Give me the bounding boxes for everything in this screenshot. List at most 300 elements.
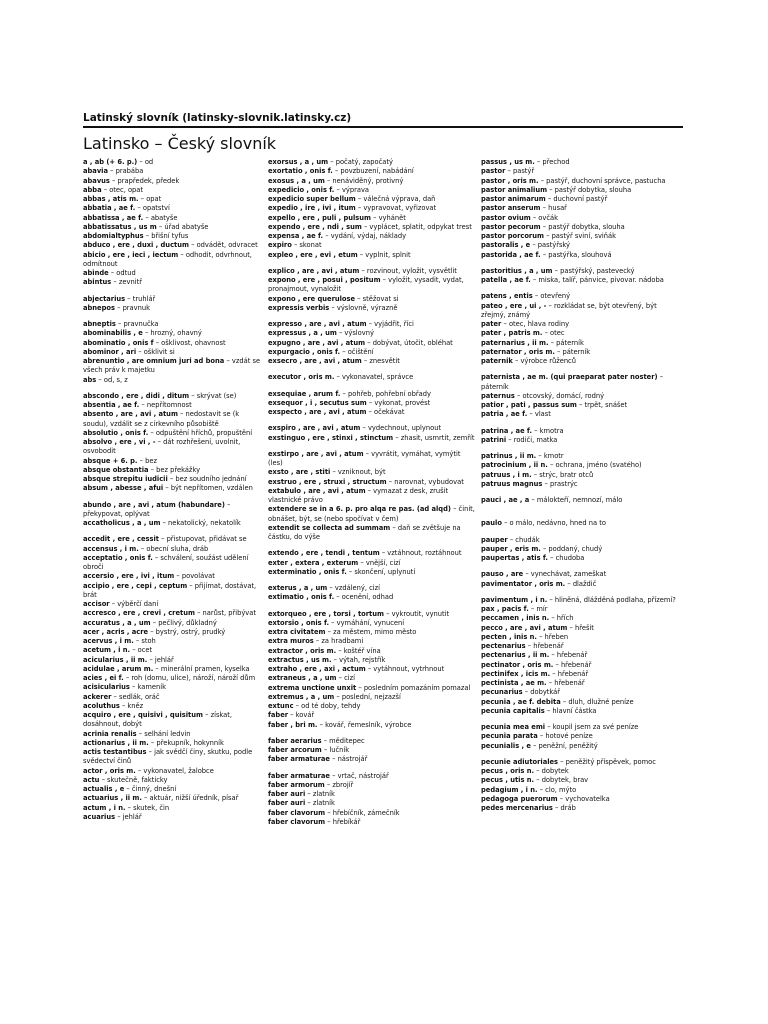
entry-definition: – překypovat, oplývat [83, 500, 231, 518]
entry-headword: abavia [83, 167, 108, 176]
dictionary-column-3 [481, 158, 681, 813]
entry-definition: – pastýřka, slouhová [540, 250, 612, 259]
entry-definition: – povzbuzení, nabádání [332, 167, 414, 176]
entry-spacer [83, 385, 263, 392]
entry-definition: – měditepec [321, 736, 365, 745]
entry-definition: – vyplácet, splatit, odpykat trest [361, 222, 472, 231]
entry-definition: – od [137, 158, 154, 166]
dictionary-column-1 [83, 158, 263, 822]
entry-definition: – vykonavatel, správce [334, 373, 414, 382]
entry-headword: expressus , a , um [268, 329, 337, 338]
entry-definition: – obecní sluha, dráb [138, 544, 209, 553]
entry-definition: – počatý, započatý [328, 158, 393, 166]
dictionary-entry [268, 468, 475, 477]
entry-definition: – hřebenář [553, 660, 592, 669]
entry-definition: – hřebíkář [325, 817, 361, 826]
dictionary-entry [481, 401, 681, 410]
entry-headword: exsequor , i , secutus sum [268, 398, 367, 407]
entry-definition: – bez překážky [148, 465, 201, 474]
entry-headword: patior , pati , passus sum [481, 401, 577, 409]
dictionary-entry [481, 267, 681, 276]
entry-headword: abduco , ere , duxi , ductum [83, 241, 189, 250]
entry-spacer [481, 489, 681, 496]
entry-definition: – zbrojíř [324, 780, 354, 789]
entry-headword: extimatio , onis f. [268, 593, 335, 602]
entry-definition: – vzdát se všech práv k majetku [83, 357, 261, 375]
entry-definition: – otevřený [532, 292, 571, 301]
entry-headword: pecunie adiutoriales [481, 757, 559, 766]
entry-headword: exstruo , ere , struxi , structum [268, 477, 387, 486]
entry-definition: – přechod [534, 158, 570, 166]
dictionary-entry [481, 633, 681, 642]
entry-definition: – otcovský, domácí, rodný [514, 391, 605, 400]
entry-headword: faber armaturae [268, 771, 330, 780]
entry-headword: abbatissa , ae f. [83, 213, 144, 222]
entry-headword: exstirpo , are , avi , atum [268, 449, 364, 458]
entry-headword: extractor , oris m. [268, 646, 337, 655]
entry-definition: – páterník [481, 373, 664, 391]
entry-definition: – rozkládat se, být otevřený, být zřejmý, známý [481, 301, 657, 319]
entry-headword: acuarius [83, 812, 116, 821]
dictionary-entry [83, 269, 263, 278]
entry-definition: – nedostavit se (k soudu), vzdálit se z církevního působiště [83, 410, 240, 428]
entry-definition: – od té doby, tehdy [293, 702, 361, 710]
entry-headword: patruus , i m. [481, 470, 532, 479]
dictionary-entry [481, 177, 681, 186]
entry-headword: pecunia capitalis [481, 706, 545, 715]
dictionary-entry [481, 320, 681, 329]
entry-definition: – vydechnout, uplynout [360, 424, 442, 433]
dictionary-entry [83, 683, 263, 692]
dictionary-entry [268, 399, 475, 408]
entry-definition: – daň se zvětšuje na částku, do výše [268, 523, 461, 541]
dictionary-entry [268, 304, 475, 313]
dictionary-entry [268, 223, 475, 232]
entry-definition: – vyplnit, splnit [357, 250, 411, 259]
entry-spacer [268, 542, 475, 549]
entry-headword: extorqueo , ere , torsi , tortum [268, 609, 384, 618]
entry-definition: – opatství [135, 204, 170, 213]
dictionary-entry [268, 241, 475, 250]
dictionary-entry [268, 177, 475, 186]
dictionary-entry [481, 795, 681, 804]
entry-headword: exspiro , are , avi , atum [268, 424, 361, 433]
entry-definition: – od, s, z [96, 375, 128, 384]
entry-definition: – za městem, mimo město [325, 628, 417, 636]
dictionary-entry [268, 373, 475, 382]
dictionary-entry [83, 600, 263, 609]
entry-definition: – zhasit, usmrtit, zemřít [393, 433, 475, 442]
dictionary-entry [83, 466, 263, 475]
entry-headword: abrenuntio , are omnium juri ad bona [83, 357, 225, 365]
entry-headword: paternus [481, 391, 515, 400]
entry-definition: – hřebenář [550, 669, 589, 678]
entry-headword: passus , us m. [481, 158, 535, 166]
entry-headword: pastor animalium [481, 185, 548, 194]
entry-headword: pauci , ae , a [481, 496, 530, 504]
dictionary-entry [268, 755, 475, 764]
dictionary-entry [83, 223, 263, 232]
entry-definition: – vyjádřit, říci [366, 320, 414, 328]
entry-headword: accedit , ere , cessit [83, 535, 159, 544]
entry-headword: acies , ei f. [83, 674, 124, 682]
entry-headword: expleo , ere , evi , etum [268, 250, 358, 259]
entry-spacer [481, 445, 681, 452]
dictionary-entry [268, 628, 475, 637]
entry-definition: – dlaždič [565, 579, 597, 588]
dictionary-entry [481, 241, 681, 250]
dictionary-entry [83, 748, 263, 767]
entry-definition: – hrozný, ohavný [142, 329, 202, 338]
entry-headword: pater , patris m. [481, 329, 543, 338]
entry-definition: – prabába [107, 167, 144, 176]
entry-definition: – hotové peníze [537, 732, 593, 741]
entry-definition: – skrývat (se) [189, 391, 237, 400]
entry-definition: – opat [138, 195, 162, 203]
dictionary-entry [481, 427, 681, 436]
entry-spacer [268, 260, 475, 267]
dictionary-entry [481, 292, 681, 301]
entry-headword: faber auri [268, 790, 306, 798]
entry-definition: – prastrýc [542, 479, 578, 488]
dictionary-entry [268, 357, 475, 366]
dictionary-entry [268, 702, 475, 711]
entry-definition: – výslovný [336, 329, 374, 338]
dictionary-entry [268, 295, 475, 304]
dictionary-entry [481, 357, 681, 366]
entry-definition: – cizí [336, 674, 356, 683]
entry-definition: – dráb [552, 804, 576, 812]
entry-definition: – hřebíčník, zámečník [325, 808, 400, 817]
entry-headword: pastoritius , a , um [481, 266, 553, 275]
entry-headword: exsequiae , arum f. [268, 389, 341, 398]
entry-headword: patens , entis [481, 292, 533, 301]
entry-definition: – mír [528, 605, 548, 613]
entry-definition: – dát rozhřešení, uvolnit, osvobodit [83, 438, 241, 456]
entry-headword: extorsio , onis f. [268, 618, 330, 627]
entry-headword: extra civitatem [268, 628, 326, 636]
dictionary-entry [481, 605, 681, 614]
entry-headword: abominabilis , e [83, 329, 143, 338]
entry-definition: – pravnuk [114, 303, 150, 312]
entry-headword: pater [481, 320, 502, 328]
entry-definition: – nenáviděný, protivný [324, 176, 404, 185]
entry-definition: – abatyše [143, 213, 178, 222]
dictionary-entry [83, 438, 263, 457]
entry-headword: actionarius , ii m. [83, 738, 149, 747]
entry-headword: expressis verbis [268, 303, 330, 312]
entry-definition: – pastýřský, pastevecký [552, 266, 635, 275]
dictionary-entry [268, 267, 475, 276]
dictionary-entry [83, 794, 263, 803]
entry-spacer [268, 383, 475, 390]
dictionary-entry [481, 580, 681, 589]
dictionary-entry [83, 251, 263, 270]
dictionary-entry [481, 758, 681, 767]
dictionary-entry [83, 609, 263, 618]
dictionary-entry [83, 195, 263, 204]
entry-headword: pecunialis , e [481, 741, 531, 750]
entry-definition: – činný, dnešní [124, 785, 177, 793]
dictionary-entry [268, 276, 475, 295]
entry-definition: – výprava [334, 185, 370, 194]
entry-spacer [83, 528, 263, 535]
entry-definition: – znesvětit [361, 357, 400, 365]
entry-headword: paulo [481, 519, 502, 528]
entry-definition: – dobytkář [522, 688, 561, 697]
entry-definition: – pastýř sviní, sviňák [543, 232, 617, 240]
dictionary-entry [481, 302, 681, 321]
dictionary-entry [268, 195, 475, 204]
entry-headword: patrina , ae f. [481, 426, 533, 435]
entry-definition: – vzdálený, cizí [327, 584, 380, 592]
entry-spacer [268, 313, 475, 320]
dictionary-entry [268, 524, 475, 543]
dictionary-entry [268, 339, 475, 348]
dictionary-entry [481, 339, 681, 348]
dictionary-entry [83, 429, 263, 438]
entry-definition: – prapředek, předek [109, 176, 180, 185]
entry-headword: abicio , ere , ieci , iectum [83, 250, 179, 259]
entry-headword: abominatio , onis f [83, 338, 154, 347]
entry-headword: patruus magnus [481, 479, 543, 488]
dictionary-entry [268, 809, 475, 818]
entry-headword: expono , ere querulose [268, 294, 356, 303]
entry-definition: – skutečně, fakticky [99, 775, 168, 784]
entry-headword: faber , bri m. [268, 720, 318, 729]
entry-headword: exterminatio , onis f. [268, 567, 347, 576]
entry-headword: actis testantibus [83, 748, 147, 756]
entry-spacer [481, 505, 681, 512]
dictionary-entry [83, 572, 263, 581]
dictionary-entry [481, 651, 681, 660]
entry-definition: – pastýř [505, 167, 535, 176]
entry-definition: – poslední, nejzazší [334, 692, 401, 701]
entry-spacer [268, 765, 475, 772]
dictionary-entry [481, 471, 681, 480]
entry-headword: accersio , ere , ivi , itum [83, 572, 175, 581]
dictionary-entry [83, 665, 263, 674]
entry-definition: – odpuštění hříchů, propuštění [148, 428, 253, 437]
entry-definition: – pastýřský [530, 241, 571, 250]
dictionary-entry [83, 813, 263, 822]
dictionary-entry [83, 232, 263, 241]
entry-definition: – hřešit [567, 623, 594, 632]
entry-definition: – dobytek, brav [534, 776, 589, 785]
entry-headword: abintus [83, 278, 112, 287]
dictionary-entry [268, 348, 475, 357]
entry-headword: pectinista , ae m. [481, 679, 547, 687]
entry-definition: – pastýř dobytka, slouha [547, 185, 632, 194]
entry-headword: pastoralis , e [481, 241, 531, 250]
entry-headword: paternista , ae m. (qui praeparat pater noster) [481, 373, 658, 382]
entry-headword: pastor porcorum [481, 232, 544, 240]
entry-headword: extraneus , a , um [268, 674, 337, 683]
dictionary-entry [83, 501, 263, 520]
entry-headword: paternik [481, 357, 513, 365]
dictionary-entry [268, 818, 475, 827]
entry-headword: pecunia , ae f. debita [481, 697, 561, 706]
entry-headword: extendo , ere , tendi , tentum [268, 549, 380, 558]
dictionary-entry [268, 478, 475, 487]
entry-definition: – roh (domu, ulice), nároží, nároží dům [123, 674, 256, 682]
dictionary-entry [83, 535, 263, 544]
entry-definition: – skončení, uplynutí [346, 567, 416, 576]
entry-definition: – ovčák [530, 213, 558, 222]
entry-headword: accisor [83, 600, 110, 608]
entry-definition: – bystrý, ostrý, prudký [148, 627, 226, 636]
entry-definition: – ošklivost, ohavnost [153, 338, 226, 347]
entry-definition: – ošklivit si [136, 347, 175, 356]
dictionary-entry [481, 436, 681, 445]
entry-definition: – vnější, cizí [358, 558, 401, 567]
dictionary-entry [83, 278, 263, 287]
entry-spacer [268, 730, 475, 737]
dictionary-entry [268, 186, 475, 195]
dictionary-entry [481, 786, 681, 795]
entry-headword: faber clavorum [268, 817, 326, 826]
dictionary-entry [481, 776, 681, 785]
dictionary-entry [268, 390, 475, 399]
entry-definition: – peněžní, peněžitý [530, 741, 598, 750]
dictionary-entry [268, 619, 475, 628]
entry-definition: – lučník [321, 746, 350, 754]
entry-definition: – truhlář [125, 294, 156, 303]
entry-headword: acicularius , ii m. [83, 655, 148, 664]
entry-definition: – kameník [129, 683, 166, 692]
dictionary-entry [83, 204, 263, 213]
entry-definition: – očištění [340, 347, 374, 356]
dictionary-entry [83, 339, 263, 348]
dictionary-entry [481, 642, 681, 651]
entry-definition: – rodiči, matka [506, 435, 558, 444]
entry-headword: expensa , ae f. [268, 232, 324, 240]
dictionary-entry [83, 646, 263, 655]
dictionary-entry [268, 204, 475, 213]
entry-definition: – válečná výprava, daň [355, 195, 436, 203]
entry-definition: – zevnitř [111, 278, 142, 287]
entry-spacer [268, 603, 475, 610]
entry-headword: pecus , utis n. [481, 776, 535, 785]
dictionary-entry [83, 674, 263, 683]
entry-headword: expurgacio , onis f. [268, 347, 341, 356]
entry-definition: – vynechávat, zameškat [523, 570, 607, 579]
entry-headword: exortatio , onis f. [268, 167, 333, 176]
entry-headword: pectenarius [481, 642, 526, 650]
entry-spacer [268, 366, 475, 373]
entry-headword: faber armorum [268, 780, 325, 789]
dictionary-entry [268, 487, 475, 506]
entry-definition: – nepřítomnost [139, 401, 192, 409]
entry-spacer [268, 443, 475, 450]
entry-definition: – skonat [291, 241, 322, 250]
dictionary-entry [268, 214, 475, 223]
dictionary-entry [481, 570, 681, 579]
entry-headword: pastorida , ae f. [481, 250, 541, 259]
entry-headword: accensus , i m. [83, 544, 139, 553]
entry-headword: abbas , atis m. [83, 195, 139, 203]
dictionary-entry [83, 186, 263, 195]
entry-headword: pecus , oris n. [481, 767, 535, 775]
entry-definition: – duchovní pastýř [545, 195, 608, 203]
dictionary-entry [481, 767, 681, 776]
dictionary-entry [268, 329, 475, 338]
dictionary-entry [481, 661, 681, 670]
entry-headword: patella , ae f. [481, 276, 531, 284]
entry-headword: acoluthus [83, 701, 120, 710]
dictionary-entry [83, 484, 263, 493]
dictionary-entry [83, 767, 263, 776]
entry-definition: – povolávat [174, 572, 215, 581]
entry-definition: – kmotr [536, 452, 564, 460]
entry-headword: expello , ere , puli , pulsum [268, 213, 371, 222]
dictionary-entry [481, 214, 681, 223]
dictionary-entry [481, 742, 681, 751]
entry-definition: – vypravovat, vyřizovat [355, 204, 437, 213]
entry-definition: – posledním pomazáním pomazal [356, 683, 471, 692]
entry-definition: – přistupovat, přidávat se [158, 535, 247, 544]
entry-definition: – pravnučka [115, 320, 159, 328]
entry-headword: accipio , ere , cepi , ceptum [83, 581, 188, 590]
entry-headword: absento , are , avi , atum [83, 410, 178, 419]
dictionary-entry [83, 582, 263, 601]
dictionary-entry [83, 475, 263, 484]
entry-headword: pedes mercenarius [481, 804, 553, 812]
entry-definition: – hřebenář [525, 642, 564, 650]
entry-headword: patrinus , ii m. [481, 452, 537, 460]
entry-definition: – břišní tyfus [143, 232, 189, 240]
entry-definition: – jehlář [147, 655, 174, 664]
entry-headword: abominor , ari [83, 347, 137, 356]
entry-spacer [83, 288, 263, 295]
dictionary-entry [83, 519, 263, 528]
entry-headword: expugno , are , avi , atum [268, 338, 366, 347]
entry-headword: pastor animarum [481, 195, 546, 203]
dictionary-entry [83, 785, 263, 794]
dictionary-entry [83, 554, 263, 573]
entry-definition: – výtah, rejstřík [331, 655, 386, 664]
entry-definition: – hřebenář [549, 651, 588, 660]
entry-headword: acquiro , ere , quisivi , quisitum [83, 711, 203, 719]
entry-definition: – pastýř, duchovní správce, pastucha [538, 176, 666, 185]
entry-headword: extrema unctione unxit [268, 683, 357, 692]
dictionary-entry [83, 241, 263, 250]
entry-definition: – dobývat, útočit, obléhat [365, 338, 453, 347]
entry-headword: absentia , ae f. [83, 401, 140, 409]
entry-definition: – chudoba [547, 554, 585, 562]
entry-headword: pastor , oris m. [481, 176, 539, 185]
entry-definition: – o málo, nedávno, hned na to [501, 519, 606, 528]
entry-headword: acetum , i n. [83, 646, 131, 655]
dictionary-entry [268, 790, 475, 799]
page-header: Latinský slovník (latinsky-slovnik.latinsky.cz) [83, 112, 352, 124]
entry-headword: expendo , ere , ndi , sum [268, 222, 362, 231]
entry-headword: pecunia parata [481, 732, 538, 741]
dictionary-entry [83, 410, 263, 429]
dictionary-entry [481, 519, 681, 528]
entry-definition: – činit, obnášet, být, se (nebo spočívat v čem) [268, 505, 475, 523]
entry-headword: pavimentator , oris m. [481, 579, 566, 588]
entry-headword: expono , ere , posui , positum [268, 276, 381, 284]
dictionary-entry [481, 596, 681, 605]
entry-definition: – odtud [108, 269, 136, 277]
entry-headword: pastor anserum [481, 204, 541, 213]
dictionary-entry [83, 329, 263, 338]
dictionary-entry [268, 656, 475, 665]
entry-definition: – nástrojář [329, 755, 368, 764]
entry-headword: acidulae , arum m. [83, 664, 154, 673]
entry-headword: pedagoga puerorum [481, 794, 558, 803]
